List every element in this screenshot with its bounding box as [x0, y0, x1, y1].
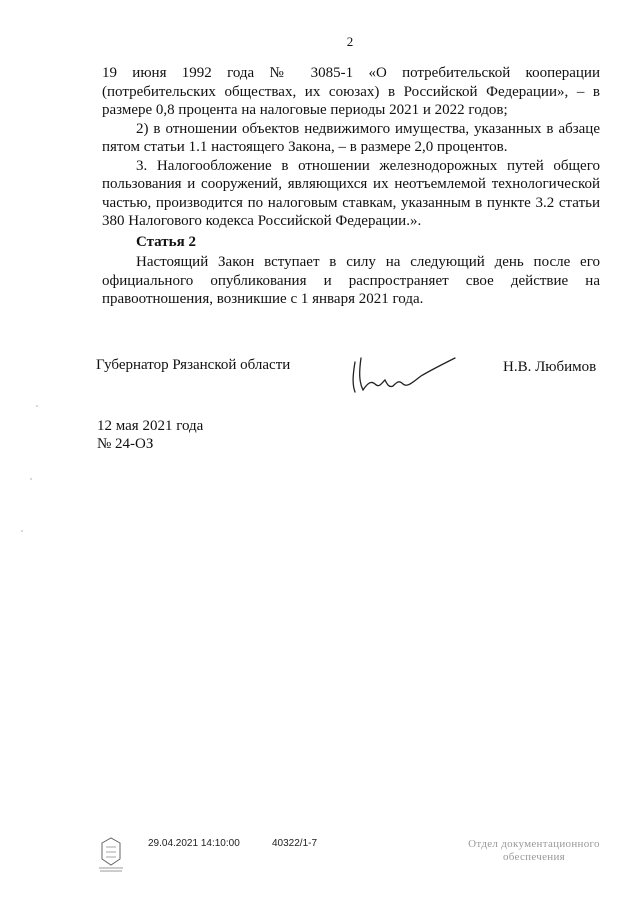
article-title: Статья 2: [136, 234, 196, 250]
signatory-name: Н.В. Любимов: [503, 359, 597, 375]
scan-speck: [30, 478, 32, 480]
signing-date: 12 мая 2021 года: [97, 418, 204, 434]
paragraph-item-3: 3. Налогообложение в отношении железнодорожных путей общего пользования и сооружений, являющихся их неотъемлемой технологической частью, производится по налоговым ставкам, указанным в пункте 3.2 статьи 380 Налогового кодекса Российской Федерации.».: [102, 157, 600, 229]
main-text: [102, 64, 600, 231]
department-stamp: [454, 838, 614, 864]
paragraph-item-2: 2) в отношении объектов недвижимого имущества, указанных в абзаце пятом статьи 1.1 настоящего Закона, – в размере 2,0 процентов.: [102, 120, 600, 155]
scan-speck: [21, 530, 23, 532]
footer-timestamp: 29.04.2021 14:10:00: [148, 838, 240, 849]
paragraph-continuation: 19 июня 1992 года № 3085-1 «О потребительской кооперации (потребительских обществах, их союзах) в Российской Федерации», – в размере 0,8 процента на налоговые периоды 2021 и 2022 годов;: [102, 65, 600, 118]
law-number: № 24-ОЗ: [97, 436, 154, 452]
coat-of-arms-icon: [96, 835, 126, 873]
scan-speck: [36, 405, 38, 407]
stamp-line-2: обеспечения: [502, 851, 566, 863]
page-number: 2: [346, 34, 354, 49]
footer-doc-code: 40322/1-7: [272, 838, 318, 849]
signatory-title: Губернатор Рязанской области: [96, 357, 291, 373]
article-paragraph: Настоящий Закон вступает в силу на следующий день после его официального опубликования и распространяет свое действие на правоотношения, возникшие с 1 января 2021 года.: [102, 254, 600, 307]
handwritten-signature: [347, 350, 459, 398]
article-body: [102, 253, 600, 309]
stamp-line-1: Отдел документационного: [468, 838, 600, 850]
